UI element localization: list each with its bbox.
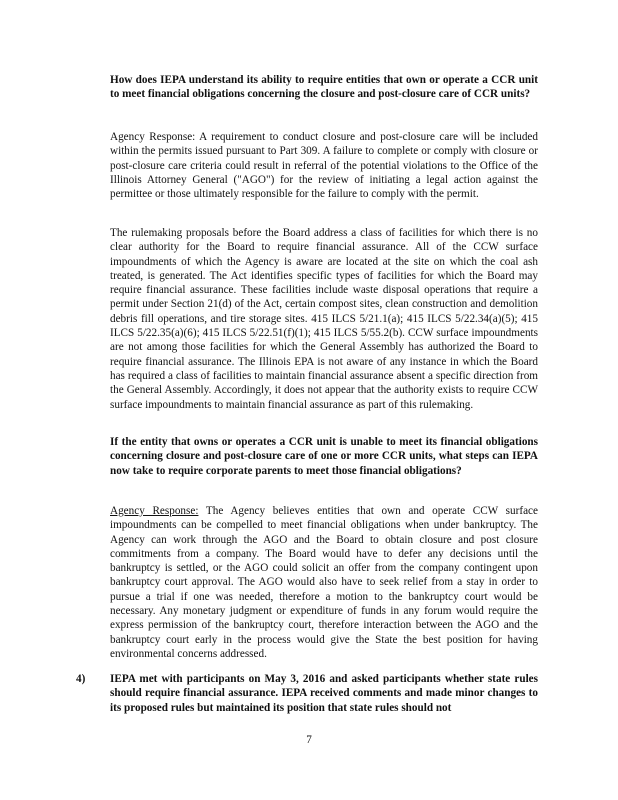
response-label-1: Agency Response: <box>110 131 196 143</box>
question-1: How does IEPA understand its ability to require entities that own or operate a CCR unit to meet financial obligations concerning the closure and post-closure care of CCR units? <box>110 74 538 101</box>
agency-response-2 <box>110 504 538 661</box>
question-2: If the entity that owns or operates a CCR unit is unable to meet its financial obligations concerning closure and post-closure care of one or more CCR units, what steps can IEPA now take to require corporate parents to meet those financial obligations? <box>110 436 538 477</box>
response-text-2: The Agency believes entities that own and operate CCW surface impoundments can be compelled to meet financial obligations when under bankruptcy. The Agency can work through the AGO and the Board to obtain closure and post closure commitments from a company. The Board would have to defer any decisions until the bankruptcy is settled, or the AGO could solicit an offer from the company contingent upon bankruptcy court approval. The AGO would also have to seek relief from a stay in order to pursue a trial if one was needed, therefore a motion to the bankruptcy court would be necessary. Any monetary judgment or expenditure of funds in any forum would require the express permission of the bankruptcy court, therefore interaction between the AGO and the bankruptcy court early in the process would give the State the best position for having environmental concerns addressed. <box>110 505 538 660</box>
response-label-2: Agency Response: <box>110 505 199 517</box>
item-4-text: IEPA met with participants on May 3, 2016 and asked participants whether state rules should require financial assurance. IEPA received comments and made minor changes to its proposed rules but maintained its position that state rules should not <box>110 673 538 714</box>
item-number-4: 4) <box>76 673 86 685</box>
paragraph-rulemaking: The rulemaking proposals before the Board address a class of facilities for which there is no clear authority for the Board to require financial assurance. All of the CCW surface impoundments of which the Agency is aware are located at the site on which the coal ash treated, is generated. The Act identifies specific types of facilities for which the Board may require financial assurance. These facilities include waste disposal operations that require a permit under Section 21(d) of the Act, certain compost sites, clean construction and demolition debris fill operations, and tire storage sites. 415 ILCS 5/21.1(a); 415 ILCS 5/22.34(a)(5); 415 ILCS 5/22.35(a)(6); 415 ILCS 5/22.51(f)(1); 415 ILCS 5/55.2(b). CCW surface impoundments are not among those facilities for which the General Assembly has authorized the Board to require financial assurance. The Illinois EPA is not aware of any instance in which the Board has required a class of facilities to maintain financial assurance absent a specific direction from the General Assembly. Accordingly, it does not appear that the authority exists to require CCW surface impoundments to maintain financial assurance as part of this rulemaking. <box>110 227 538 411</box>
response-text-1: A requirement to conduct closure and post-closure care will be included within the permits issued pursuant to Part 309. A failure to complete or comply with closure or post-closure care criteria could result in referral of the potential violations to the Office of the Illinois Attorney General ("AGO") for the review of initiating a legal action against the permittee or those ultimately responsible for the failure to comply with the permit. <box>110 131 538 201</box>
page-number: 7 <box>306 734 312 746</box>
agency-response-1 <box>110 130 538 201</box>
